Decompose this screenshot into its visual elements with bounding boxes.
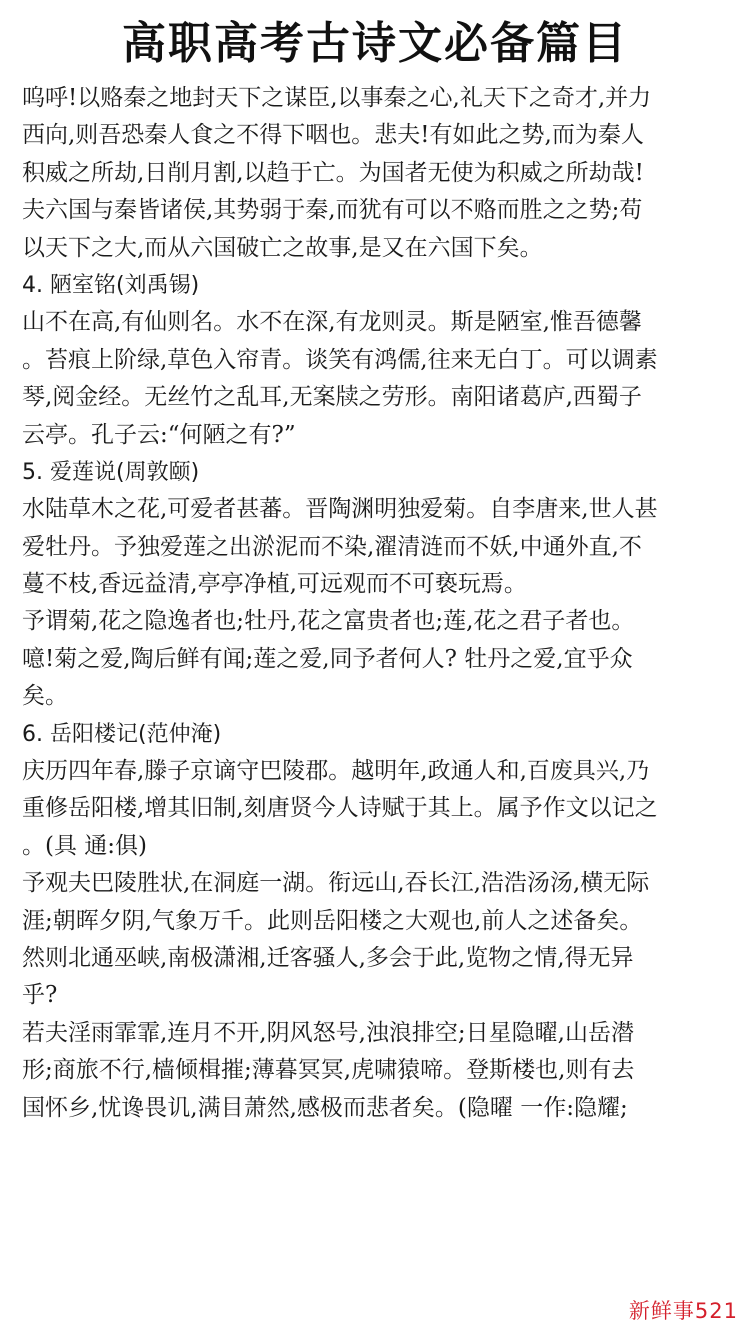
text-line: 蔓不枝,香远益清,亭亭净植,可远观而不可亵玩焉。 [22,571,527,598]
text-line: 予谓菊,花之隐逸者也;牡丹,花之富贵者也;莲,花之君子者也。 [22,608,635,635]
text-line: 涯;朝晖夕阴,气象万千。此则岳阳楼之大观也,前人之述备矣。 [22,907,643,934]
text-line: 山不在高,有仙则名。水不在深,有龙则灵。斯是陋室,惟吾德馨 [22,309,642,336]
section-heading-yue-yang-lou-ji: 6. 岳阳楼记(范仲淹) [22,721,222,747]
text-line: 乎? [22,982,58,1009]
text-line: 庆历四年春,滕子京谪守巴陵郡。越明年,政通人和,百废具兴,乃 [22,758,650,785]
text-line: 矣。 [22,683,68,710]
watermark: 新鲜事521 [628,1299,738,1323]
text-line: 重修岳阳楼,增其旧制,刻唐贤今人诗赋于其上。属予作文以记之 [22,795,658,822]
text-line: 爱牡丹。予独爱莲之出淤泥而不染,濯清涟而不妖,中通外直,不 [22,533,642,560]
text-line: 云亭。孔子云:“何陋之有?” [22,421,296,448]
text-line: 呜呼!以赂秦之地封天下之谋臣,以事秦之心,礼天下之奇才,并力 [22,85,652,111]
section-heading-lou-shi-ming: 4. 陋室铭(刘禹锡) [22,272,200,298]
text-line: 夫六国与秦皆诸侯,其势弱于秦,而犹有可以不赂而胜之之势;苟 [22,197,643,224]
text-line: 。苔痕上阶绿,草色入帘青。谈笑有鸿儒,往来无白丁。可以调素 [22,346,658,373]
text-line: 然则北通巫峡,南极潇湘,迁客骚人,多会于此,览物之情,得无异 [22,944,634,971]
document-body [22,80,728,1127]
text-line: 以天下之大,而从六国破亡之故事,是又在六国下矣。 [22,234,543,261]
text-line: 水陆草木之花,可爱者甚蕃。晋陶渊明独爱菊。自李唐来,世人甚 [22,496,658,523]
text-line: 琴,阅金经。无丝竹之乱耳,无案牍之劳形。南阳诸葛庐,西蜀子 [22,384,642,411]
text-line: 。(具 通:俱) [22,832,148,859]
text-line: 予观夫巴陵胜状,在洞庭一湖。衔远山,吞长江,浩浩汤汤,横无际 [22,870,650,897]
text-line: 积威之所劫,日削月割,以趋于亡。为国者无使为积威之所劫哉! [22,159,644,186]
text-line: 形;商旅不行,樯倾楫摧;薄暮冥冥,虎啸猿啼。登斯楼也,则有去 [22,1057,635,1084]
text-line: 若夫淫雨霏霏,连月不开,阴风怒号,浊浪排空;日星隐曜,山岳潜 [22,1019,634,1046]
text-line: 国怀乡,忧谗畏讥,满目萧然,感极而悲者矣。(隐曜 一作:隐耀; [22,1094,628,1121]
text-line: 西向,则吾恐秦人食之不得下咽也。悲夫!有如此之势,而为秦人 [22,122,644,149]
page-title: 高职高考古诗文必备篇目 [122,18,628,69]
text-line: 噫!菊之爱,陶后鲜有闻;莲之爱,同予者何人? 牡丹之爱,宜乎众 [22,645,633,672]
section-heading-ai-lian-shuo: 5. 爱莲说(周敦颐) [22,459,200,485]
